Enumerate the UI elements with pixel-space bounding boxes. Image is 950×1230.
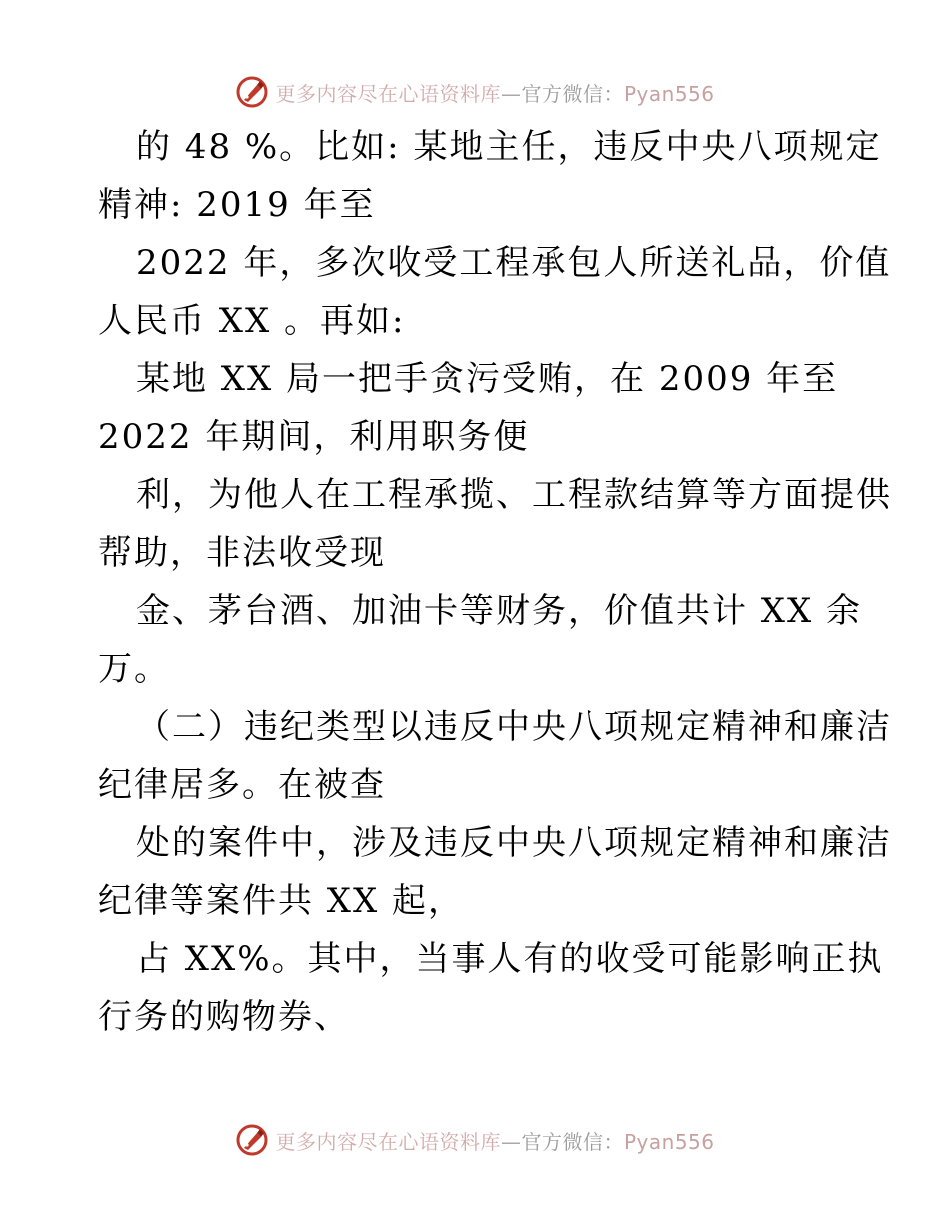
footer-watermark (0, 1120, 950, 1160)
text-line: 占 XX%。其中，当事人有的收受可能影响正执 (136, 939, 884, 979)
watermark-brand: 更多内容尽在心语资料库 (275, 1129, 501, 1154)
text-line: 利，为他人在工程承揽、工程款结算等方面提供 (136, 475, 892, 515)
watermark-handle: Pyan556 (623, 1129, 715, 1154)
watermark-text (275, 1126, 714, 1155)
text-line: 的 48 %。比如: 某地主任，违反中央八项规定 (136, 127, 882, 167)
text-line: 2022 年期间，利用职务便 (98, 417, 530, 457)
text-line: （二）违纪类型以违反中央八项规定精神和廉洁 (136, 707, 892, 747)
text-line: 纪律居多。在被查 (98, 765, 386, 805)
text-line: 精神: 2019 年至 (98, 185, 376, 225)
watermark-handle: Pyan556 (623, 81, 715, 106)
watermark-brand: 更多内容尽在心语资料库 (275, 81, 501, 106)
watermark-separator: — (500, 1129, 522, 1154)
pen-nib-logo-icon (235, 75, 269, 109)
pen-nib-logo-icon (235, 1123, 269, 1157)
watermark-label: 官方微信： (521, 1129, 624, 1154)
text-line: 万。 (98, 649, 170, 689)
text-line: 行务的购物券、 (98, 997, 350, 1037)
watermark-text (275, 78, 714, 107)
text-line: 2022 年，多次收受工程承包人所送礼品，价值 (136, 243, 892, 283)
watermark-group (235, 1123, 714, 1157)
watermark-group (235, 75, 714, 109)
text-line: 金、茅台酒、加油卡等财务，价值共计 XX 余 (136, 591, 863, 631)
watermark-separator: — (500, 81, 522, 106)
text-line: 帮助，非法收受现 (98, 533, 386, 573)
header-watermark (0, 72, 950, 112)
watermark-label: 官方微信： (521, 81, 624, 106)
text-line: 某地 XX 局一把手贪污受贿，在 2009 年至 (136, 359, 839, 399)
document-body (98, 118, 892, 1046)
text-line: 人民币 XX 。再如: (98, 301, 406, 341)
text-line: 纪律等案件共 XX 起， (98, 881, 465, 921)
text-line: 处的案件中，涉及违反中央八项规定精神和廉洁 (136, 823, 892, 863)
